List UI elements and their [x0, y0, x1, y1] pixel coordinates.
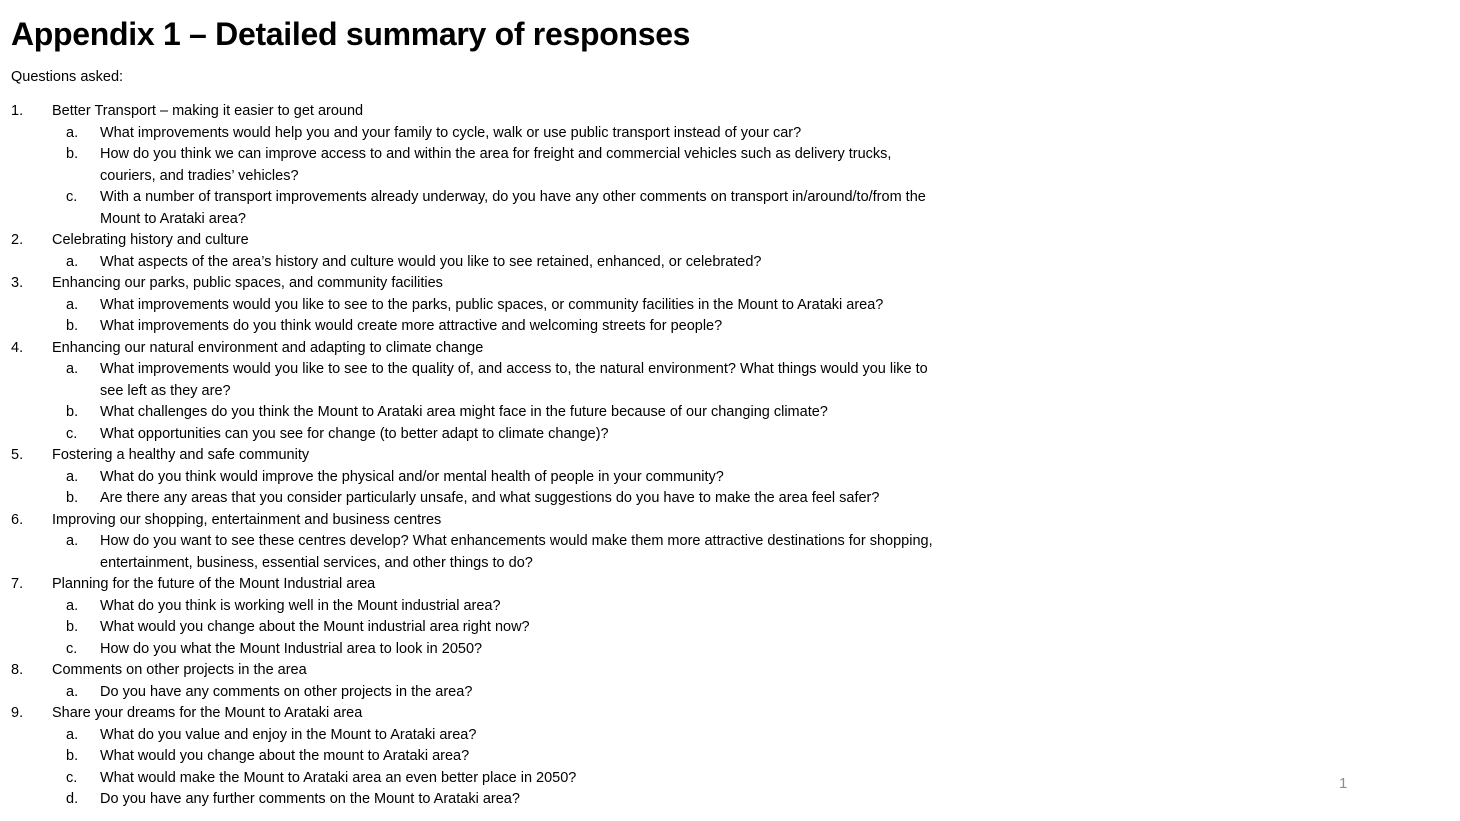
sub-question-list — [11, 123, 946, 231]
question-number: 8. — [11, 662, 24, 678]
sub-question-text: What improvements do you think would create more attractive and welcoming streets for people? — [100, 318, 723, 334]
question-number: 2. — [11, 232, 24, 248]
question-text: Fostering a healthy and safe community — [52, 447, 310, 463]
question-number: 6. — [11, 511, 24, 528]
sub-question-text: How do you what the Mount Industrial area to look in 2050? — [100, 640, 483, 657]
question-text: Enhancing our natural environment and adapting to climate change — [52, 339, 484, 356]
question-heading — [11, 445, 946, 467]
question-text: Improving our shopping, entertainment and business centres — [52, 511, 442, 528]
sub-question-item — [11, 144, 946, 187]
sub-question-text: How do you want to see these centres develop? What enhancements would make them more attractive destinations for shopping, entertainment, business, essential services, and other things to do? — [100, 533, 933, 571]
sub-question-letter: a. — [66, 361, 79, 377]
sub-question-letter: c. — [66, 189, 78, 205]
question-number: 7. — [11, 576, 24, 592]
sub-question-text: What would you change about the Mount industrial area right now? — [100, 619, 530, 635]
sub-question-letter: b. — [66, 490, 79, 506]
question-text: Enhancing our parks, public spaces, and community facilities — [52, 275, 443, 291]
sub-question-text: What would make the Mount to Arataki area an even better place in 2050? — [100, 769, 577, 786]
sub-question-list — [11, 682, 946, 704]
sub-question-item — [11, 424, 946, 446]
question-heading — [11, 703, 946, 725]
sub-question-text: What improvements would you like to see to the parks, public spaces, or community facilities in the Mount to Arataki area? — [100, 296, 884, 313]
sub-question-letter: a. — [66, 253, 79, 270]
sub-question-text: What aspects of the area’s history and culture would you like to see retained, enhanced, or celebrated? — [100, 253, 762, 270]
sub-question-item — [11, 596, 946, 618]
sub-question-letter: b. — [66, 146, 79, 162]
question-item — [11, 660, 946, 703]
sub-question-item — [11, 123, 946, 145]
page-number: 1 — [1339, 775, 1348, 792]
question-item — [11, 510, 946, 575]
sub-question-item — [11, 402, 946, 424]
question-number: 4. — [11, 339, 24, 356]
sub-question-text: Are there any areas that you consider particularly unsafe, and what suggestions do you have to make the area feel safer? — [100, 490, 880, 506]
sub-question-item — [11, 359, 946, 402]
sub-question-text: What challenges do you think the Mount to Arataki area might face in the future because of our changing climate? — [100, 404, 828, 420]
sub-question-item — [11, 682, 946, 704]
sub-question-list — [11, 295, 946, 338]
sub-question-letter: a. — [66, 533, 79, 549]
sub-question-letter: a. — [66, 597, 79, 614]
sub-question-item — [11, 316, 946, 338]
sub-question-list — [11, 531, 946, 574]
intro-text: Questions asked: — [11, 69, 124, 85]
sub-question-list — [11, 252, 946, 274]
sub-question-item — [11, 789, 946, 811]
sub-question-letter: b. — [66, 318, 79, 334]
sub-question-list — [11, 725, 946, 811]
sub-question-item — [11, 187, 946, 230]
sub-question-letter: a. — [66, 296, 79, 313]
sub-question-list — [11, 359, 946, 445]
question-text: Better Transport – making it easier to get around — [52, 103, 364, 119]
sub-question-letter: a. — [66, 468, 79, 485]
question-heading — [11, 273, 946, 295]
sub-question-item — [11, 252, 946, 274]
question-number: 5. — [11, 447, 24, 463]
question-text: Planning for the future of the Mount Industrial area — [52, 576, 376, 592]
question-item — [11, 230, 946, 273]
sub-question-text: Do you have any further comments on the Mount to Arataki area? — [100, 791, 520, 807]
sub-question-item — [11, 531, 946, 574]
questions-list — [11, 101, 946, 811]
question-item — [11, 445, 946, 510]
sub-question-item — [11, 467, 946, 489]
question-text: Share your dreams for the Mount to Arataki area — [52, 705, 363, 721]
sub-question-letter: a. — [66, 726, 79, 743]
sub-question-item — [11, 725, 946, 747]
question-heading — [11, 510, 946, 532]
question-heading — [11, 338, 946, 360]
sub-question-letter: a. — [66, 124, 79, 141]
sub-question-text: What improvements would you like to see to the quality of, and access to, the natural environment? What things would you like to see left as they are? — [100, 361, 928, 399]
sub-question-text: What opportunities can you see for change (to better adapt to climate change)? — [100, 425, 609, 442]
question-heading — [11, 230, 946, 252]
sub-question-letter: c. — [66, 640, 78, 657]
sub-question-text: Do you have any comments on other projects in the area? — [100, 683, 473, 700]
sub-question-list — [11, 596, 946, 661]
sub-question-item — [11, 768, 946, 790]
question-item — [11, 338, 946, 446]
question-heading — [11, 101, 946, 123]
sub-question-letter: b. — [66, 404, 79, 420]
sub-question-text: How do you think we can improve access to and within the area for freight and commercial vehicles such as delivery trucks, couriers, and tradies’ vehicles? — [100, 146, 892, 184]
question-item — [11, 703, 946, 811]
sub-question-item — [11, 295, 946, 317]
question-item — [11, 101, 946, 230]
sub-question-item — [11, 488, 946, 510]
sub-question-letter: c. — [66, 769, 78, 786]
question-number: 3. — [11, 275, 24, 291]
question-number: 1. — [11, 103, 24, 119]
sub-question-letter: b. — [66, 748, 79, 764]
question-heading — [11, 660, 946, 682]
sub-question-text: What would you change about the mount to Arataki area? — [100, 748, 470, 764]
sub-question-text: With a number of transport improvements already underway, do you have any other comments on transport in/around/to/from the Mount to Arataki area? — [100, 189, 926, 227]
sub-question-letter: b. — [66, 619, 79, 635]
question-item — [11, 273, 946, 338]
question-heading — [11, 574, 946, 596]
page-title: Appendix 1 – Detailed summary of responses — [11, 16, 691, 52]
sub-question-letter: a. — [66, 683, 79, 700]
sub-question-text: What do you think is working well in the Mount industrial area? — [100, 597, 501, 614]
question-item — [11, 574, 946, 660]
sub-question-item — [11, 746, 946, 768]
sub-question-text: What improvements would help you and your family to cycle, walk or use public transport instead of your car? — [100, 124, 802, 141]
question-number: 9. — [11, 705, 24, 721]
sub-question-item — [11, 617, 946, 639]
sub-question-list — [11, 467, 946, 510]
question-text: Celebrating history and culture — [52, 232, 249, 248]
sub-question-item — [11, 639, 946, 661]
sub-question-text: What do you value and enjoy in the Mount to Arataki area? — [100, 726, 477, 743]
sub-question-text: What do you think would improve the physical and/or mental health of people in your community? — [100, 468, 724, 485]
sub-question-letter: d. — [66, 791, 79, 807]
question-text: Comments on other projects in the area — [52, 662, 307, 678]
sub-question-letter: c. — [66, 425, 78, 442]
